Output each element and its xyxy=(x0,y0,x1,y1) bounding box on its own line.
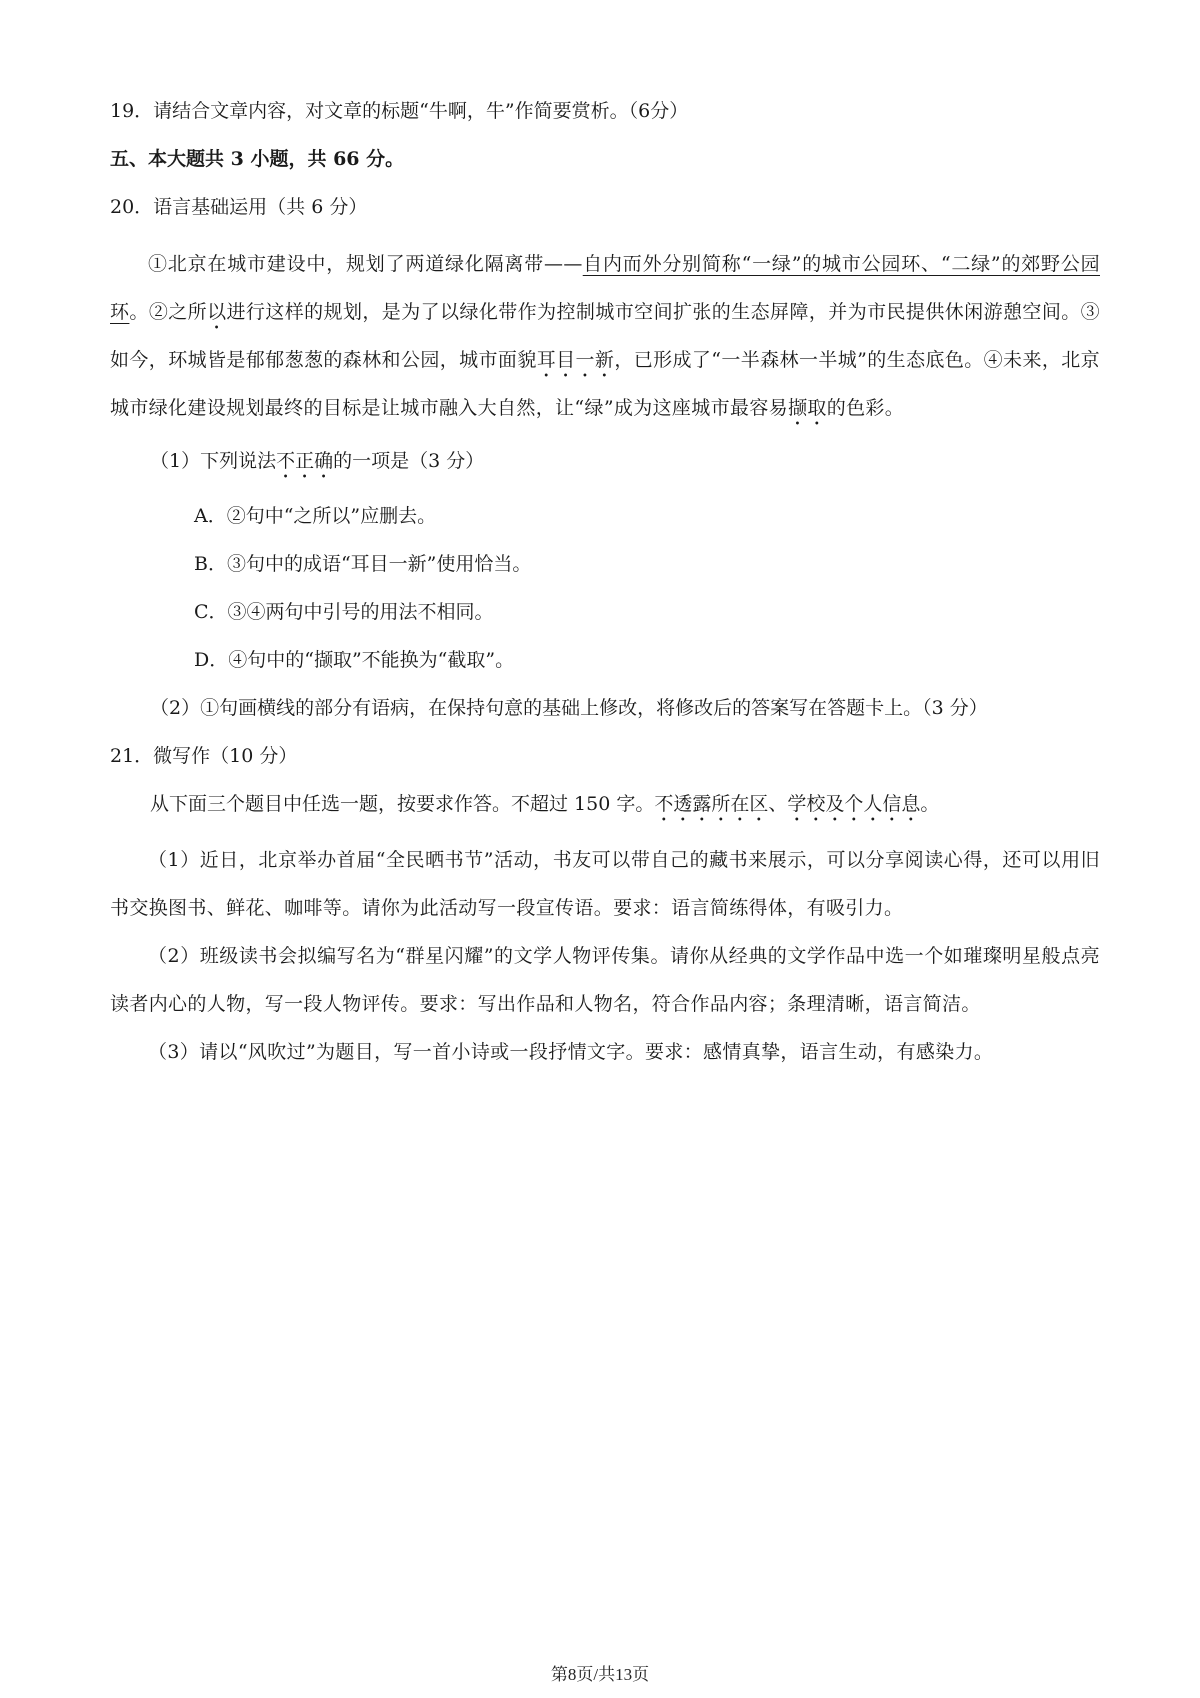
intro-text-post: 。 xyxy=(920,793,940,815)
passage-dotted-word-1: 以 xyxy=(207,301,227,323)
passage-text-3: 进行这样的规划，是为了以绿化带作为控制城市空间扩张的生态屏障，并为市民提供休闲游憩空间。③如今，环城皆是郁郁葱葱的森林和公园，城市面貌 xyxy=(110,301,1100,371)
option-a: A．②句中“之所以”应删去。 xyxy=(194,505,437,527)
passage-underlined-phrase: 自内而外分别简称“一绿”的城市公园环、“二绿”的郊野公园环 xyxy=(110,253,1100,323)
passage-dotted-word-2: 耳目一新 xyxy=(536,349,615,371)
passage-dotted-word-3: 撷取 xyxy=(788,397,827,419)
question-20-sub-1 xyxy=(110,446,1100,483)
page-number-footer: 第8页/共13页 xyxy=(550,1665,650,1684)
sub1-dotted-word: 不正确 xyxy=(276,450,334,472)
question-20-passage xyxy=(110,240,1100,432)
question-21-intro xyxy=(110,789,1100,826)
sub1-text-post: 的一项是（3 分） xyxy=(333,450,485,472)
passage-text-4: ，已形成了“一半森林一半城”的生态底色。④未来，北京城市绿化建设规划最终的目标是让城市融入大自然，让“绿”成为这座城市最容易 xyxy=(110,349,1100,419)
question-19: 19．请结合文章内容，对文章的标题“牛啊，牛”作简要赏析。（6分） xyxy=(110,100,689,122)
option-d: D．④句中的“撷取”不能换为“截取”。 xyxy=(194,649,515,671)
task-1: （1）近日，北京举办首届“全民晒书节”活动，书友可以带自己的藏书来展示，可以分享阅读心得，还可以用旧书交换图书、鲜花、咖啡等。请你为此活动写一段宣传语。要求：语言简练得体，有吸引力。 xyxy=(110,849,1100,919)
intro-text-pre: 从下面三个题目中任选一题，按要求作答。不超过 150 字。 xyxy=(150,793,655,815)
question-21-title: 21．微写作（10 分） xyxy=(110,745,298,767)
exam-page xyxy=(110,96,1100,1076)
sub1-text-pre: （1）下列说法 xyxy=(150,450,277,472)
passage-text-5: 的色彩。 xyxy=(826,397,905,419)
task-3: （3）请以“风吹过”为题目，写一首小诗或一段抒情文字。要求：感情真挚，语言生动，有感染力。 xyxy=(148,1041,994,1063)
section-5-heading: 五、本大题共 3 小题，共 66 分。 xyxy=(110,148,405,170)
option-c: C．③④两句中引号的用法不相同。 xyxy=(194,601,494,623)
intro-dotted-phrase: 不透露所在区、学校及个人信息 xyxy=(654,793,921,815)
question-20-sub-2: （2）①句画横线的部分有语病，在保持句意的基础上修改，将修改后的答案写在答题卡上。（3 分） xyxy=(150,697,988,719)
option-b: B．③句中的成语“耳目一新”使用恰当。 xyxy=(194,553,532,575)
passage-text-1: ①北京在城市建设中，规划了两道绿化隔离带—— xyxy=(148,253,583,275)
task-2: （2）班级读书会拟编写名为“群星闪耀”的文学人物评传集。请你从经典的文学作品中选一个如璀璨明星般点亮读者内心的人物，写一段人物评传。要求：写出作品和人物名，符合作品内容；条理清晰，语言简洁。 xyxy=(110,945,1100,1015)
question-20-title: 20．语言基础运用（共 6 分） xyxy=(110,196,368,218)
passage-text-2: 。②之所 xyxy=(129,301,208,323)
